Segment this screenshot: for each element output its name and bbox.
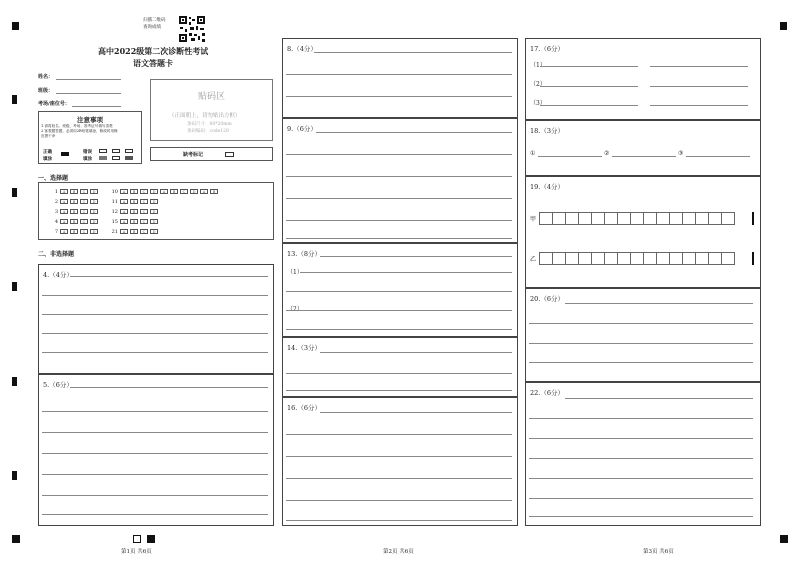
registration-mark bbox=[12, 282, 17, 291]
registration-mark bbox=[12, 188, 17, 197]
question-number: 17.（6分） bbox=[530, 45, 564, 53]
char-cell[interactable] bbox=[682, 252, 696, 265]
mc-option-bubble[interactable]: C bbox=[80, 199, 88, 204]
mc-question-number: 21 bbox=[111, 229, 118, 235]
sticker-note: （正面朝上，切勿贴出方框） bbox=[169, 113, 241, 119]
mc-row bbox=[49, 199, 100, 205]
mc-option-bubble[interactable]: D bbox=[90, 199, 98, 204]
name-field[interactable] bbox=[56, 79, 121, 80]
page-number: 第2页 共6页 bbox=[383, 549, 414, 555]
answer-line bbox=[529, 418, 753, 419]
char-cell[interactable] bbox=[708, 252, 722, 265]
page-number: 第1页 共6页 bbox=[121, 549, 152, 555]
mc-option-bubble[interactable]: A bbox=[60, 219, 68, 224]
mc-option-bubble[interactable]: D bbox=[90, 219, 98, 224]
mc-option-bubble[interactable]: B bbox=[70, 209, 78, 214]
mc-option-bubble[interactable]: B bbox=[130, 199, 138, 204]
answer-line bbox=[286, 220, 512, 221]
char-cell[interactable] bbox=[591, 212, 605, 225]
sub-question: （2） bbox=[530, 81, 546, 88]
question-number: 22.（6分） bbox=[530, 389, 564, 397]
page-number: 第3页 共6页 bbox=[643, 549, 674, 555]
mc-question-number: 2 bbox=[54, 199, 58, 205]
registration-mark bbox=[12, 377, 17, 386]
answer-line bbox=[540, 86, 638, 87]
question-number: 14.（3分） bbox=[287, 344, 321, 352]
char-cell[interactable] bbox=[539, 252, 553, 265]
answer-line bbox=[529, 478, 753, 479]
question-number: 4.（4分） bbox=[43, 271, 73, 279]
answer-line bbox=[565, 398, 753, 399]
question-number: 20.（6分） bbox=[530, 295, 564, 303]
correct-label: 正确 bbox=[43, 150, 52, 155]
mc-row bbox=[109, 229, 160, 235]
mc-option-bubble[interactable]: A bbox=[120, 199, 128, 204]
qr-code-icon bbox=[178, 15, 206, 43]
fill-label: 填涂 bbox=[43, 157, 52, 162]
answer-line bbox=[286, 238, 512, 239]
multiple-choice-box bbox=[38, 182, 274, 240]
seat-label: 考场/座位号： bbox=[38, 101, 70, 107]
mc-option-bubble[interactable]: A bbox=[60, 209, 68, 214]
answer-line bbox=[540, 105, 638, 106]
mc-option-bubble[interactable]: D bbox=[190, 189, 198, 194]
answer-box-q19[interactable] bbox=[525, 176, 761, 288]
mc-option-bubble[interactable]: C bbox=[140, 189, 148, 194]
mc-question-number: 11 bbox=[111, 199, 118, 205]
answer-box-q22[interactable] bbox=[525, 382, 761, 526]
class-label: 班级： bbox=[38, 88, 54, 94]
question-number: 18.（3分） bbox=[530, 127, 564, 135]
mc-option-bubble[interactable]: D bbox=[90, 209, 98, 214]
char-cell[interactable] bbox=[630, 212, 644, 225]
mc-option-bubble[interactable]: A bbox=[60, 199, 68, 204]
mc-question-number: 15 bbox=[111, 219, 118, 225]
notice-text: 皮擦干净 bbox=[41, 134, 56, 138]
registration-mark bbox=[147, 535, 155, 543]
char-cell[interactable] bbox=[669, 252, 683, 265]
answer-line bbox=[565, 303, 753, 304]
answer-line bbox=[314, 52, 512, 53]
wrong-label: 错误 bbox=[83, 150, 92, 155]
mc-question-number: 12 bbox=[111, 209, 118, 215]
mc-question-number: 4 bbox=[54, 219, 58, 225]
blank-marker: ③ bbox=[678, 150, 684, 157]
answer-line bbox=[538, 156, 602, 157]
registration-mark bbox=[12, 471, 17, 480]
mc-option-bubble[interactable]: A bbox=[60, 189, 68, 194]
answer-line bbox=[286, 434, 512, 435]
answer-box-q17[interactable] bbox=[525, 38, 761, 120]
answer-line bbox=[286, 310, 512, 311]
answer-line bbox=[300, 272, 512, 273]
grid-end-bar bbox=[752, 252, 754, 265]
answer-line bbox=[320, 412, 512, 413]
char-cell[interactable] bbox=[695, 212, 709, 225]
mc-option-bubble[interactable]: B bbox=[70, 189, 78, 194]
mc-option-bubble[interactable]: A bbox=[200, 189, 208, 194]
char-cell[interactable] bbox=[591, 252, 605, 265]
mc-option-bubble[interactable]: C bbox=[80, 209, 88, 214]
mc-option-bubble[interactable]: C bbox=[80, 229, 88, 234]
wrong-fill-example bbox=[112, 149, 120, 153]
answer-box-q18[interactable] bbox=[525, 120, 761, 176]
qr-label: 查询成绩 bbox=[143, 25, 161, 30]
mc-row bbox=[109, 189, 220, 195]
sub-question: （2） bbox=[287, 306, 303, 313]
name-label: 姓名： bbox=[38, 74, 54, 80]
mc-option-bubble[interactable]: A bbox=[120, 219, 128, 224]
mc-question-number: 3 bbox=[54, 209, 58, 215]
mc-option-bubble[interactable]: D bbox=[150, 189, 158, 194]
fill-label: 填涂 bbox=[83, 157, 92, 162]
char-cell[interactable] bbox=[669, 212, 683, 225]
wrong-fill-example bbox=[125, 156, 133, 160]
exam-subtitle: 语文答题卡 bbox=[133, 58, 173, 68]
mc-row bbox=[49, 229, 100, 235]
mc-option-bubble[interactable]: B bbox=[70, 229, 78, 234]
answer-box-q16[interactable] bbox=[282, 397, 518, 526]
sticker-title: 贴码区 bbox=[198, 92, 226, 102]
mc-option-bubble[interactable]: D bbox=[150, 199, 158, 204]
sub-question: （1） bbox=[530, 62, 546, 69]
char-cell[interactable] bbox=[565, 252, 579, 265]
absent-mark-box bbox=[150, 147, 273, 161]
answer-line bbox=[650, 86, 748, 87]
qr-label: 扫描二维码 bbox=[143, 18, 166, 23]
mc-option-bubble[interactable]: A bbox=[120, 229, 128, 234]
char-cell[interactable] bbox=[695, 252, 709, 265]
answer-line bbox=[42, 495, 268, 496]
sticker-size: 条码尺寸：60*20mm bbox=[187, 122, 232, 127]
answer-box-q4[interactable] bbox=[38, 264, 274, 374]
registration-mark bbox=[12, 22, 19, 30]
char-cell[interactable] bbox=[617, 252, 631, 265]
mc-option-bubble[interactable]: C bbox=[140, 219, 148, 224]
mc-option-bubble[interactable]: C bbox=[180, 189, 188, 194]
answer-line bbox=[286, 154, 512, 155]
answer-line bbox=[529, 362, 753, 363]
wrong-fill-example bbox=[125, 149, 133, 153]
char-cell[interactable] bbox=[617, 212, 631, 225]
mc-row bbox=[109, 209, 160, 215]
mc-option-bubble[interactable]: C bbox=[80, 189, 88, 194]
mc-option-bubble[interactable]: B bbox=[130, 209, 138, 214]
question-number: 9.（6分） bbox=[287, 125, 317, 133]
answer-line bbox=[529, 516, 753, 517]
mc-question-number: 1 bbox=[54, 189, 58, 195]
answer-line bbox=[286, 373, 512, 374]
notice-title: 注意事项 bbox=[77, 116, 103, 124]
mc-option-bubble[interactable]: A bbox=[160, 189, 168, 194]
answer-box-q9[interactable] bbox=[282, 118, 518, 243]
mc-option-bubble[interactable]: C bbox=[140, 229, 148, 234]
wrong-fill-example bbox=[99, 149, 107, 153]
question-number: 19.（4分） bbox=[530, 183, 564, 191]
answer-line bbox=[286, 74, 512, 75]
sticker-code: 条码编码：code128 bbox=[187, 129, 229, 134]
registration-mark bbox=[780, 535, 788, 543]
mc-option-bubble[interactable]: C bbox=[140, 209, 148, 214]
blank-marker: ② bbox=[604, 150, 610, 157]
correct-fill-example bbox=[61, 152, 69, 156]
notice-text: 1.请将姓名、班级、考场、准考证号填写清楚 bbox=[41, 124, 113, 128]
mc-option-bubble[interactable]: B bbox=[130, 229, 138, 234]
mc-row bbox=[109, 199, 160, 205]
answer-line bbox=[42, 474, 268, 475]
mc-option-bubble[interactable]: A bbox=[120, 189, 128, 194]
answer-line bbox=[286, 176, 512, 177]
answer-line bbox=[42, 453, 268, 454]
sub-question: （1） bbox=[287, 269, 303, 276]
mc-option-bubble[interactable]: C bbox=[80, 219, 88, 224]
registration-mark-hollow bbox=[133, 535, 141, 543]
answer-line bbox=[320, 352, 512, 353]
mc-option-bubble[interactable]: B bbox=[130, 189, 138, 194]
answer-box-q5[interactable] bbox=[38, 374, 274, 526]
char-grid-a[interactable] bbox=[539, 212, 734, 225]
notice-box bbox=[38, 111, 142, 164]
char-cell[interactable] bbox=[552, 212, 566, 225]
mc-option-bubble[interactable]: B bbox=[210, 189, 218, 194]
answer-box-q13[interactable] bbox=[282, 243, 518, 337]
mc-row bbox=[109, 219, 160, 225]
mc-option-bubble[interactable]: D bbox=[150, 229, 158, 234]
answer-line bbox=[286, 291, 512, 292]
answer-line bbox=[42, 333, 268, 334]
question-number: 16.（6分） bbox=[287, 404, 321, 412]
answer-line bbox=[286, 329, 512, 330]
answer-line bbox=[320, 256, 512, 257]
answer-line bbox=[529, 343, 753, 344]
exam-title: 高中2022级第二次诊断性考试 bbox=[98, 46, 209, 56]
absent-checkbox[interactable] bbox=[225, 152, 234, 157]
answer-line bbox=[42, 514, 268, 515]
char-cell[interactable] bbox=[643, 212, 657, 225]
answer-line bbox=[286, 96, 512, 97]
mc-option-bubble[interactable]: B bbox=[130, 219, 138, 224]
answer-line bbox=[612, 156, 676, 157]
question-number: 8.（4分） bbox=[287, 45, 317, 53]
wrong-fill-example bbox=[112, 156, 120, 160]
registration-mark bbox=[12, 95, 17, 104]
mc-row bbox=[49, 209, 100, 215]
mc-option-bubble[interactable]: D bbox=[90, 229, 98, 234]
answer-line bbox=[286, 390, 512, 391]
char-cell[interactable] bbox=[565, 212, 579, 225]
row-label: 甲 bbox=[530, 216, 537, 223]
char-cell[interactable] bbox=[578, 212, 592, 225]
answer-line bbox=[42, 314, 268, 315]
wrong-fill-example bbox=[99, 156, 107, 160]
mc-option-bubble[interactable]: D bbox=[150, 219, 158, 224]
answer-line bbox=[286, 478, 512, 479]
answer-line bbox=[42, 432, 268, 433]
char-cell[interactable] bbox=[656, 212, 670, 225]
registration-mark bbox=[12, 535, 20, 543]
answer-line bbox=[540, 66, 638, 67]
class-field[interactable] bbox=[56, 93, 121, 94]
row-label: 乙 bbox=[530, 256, 537, 263]
mc-option-bubble[interactable]: C bbox=[140, 199, 148, 204]
answer-line bbox=[286, 456, 512, 457]
blank-marker: ① bbox=[530, 150, 536, 157]
seat-field[interactable] bbox=[72, 106, 121, 107]
char-cell[interactable] bbox=[721, 252, 735, 265]
answer-box-q8[interactable] bbox=[282, 38, 518, 118]
char-cell[interactable] bbox=[682, 212, 696, 225]
section-title: 二、非选择题 bbox=[38, 251, 75, 258]
mc-option-bubble[interactable]: D bbox=[150, 209, 158, 214]
registration-mark bbox=[780, 22, 787, 30]
sub-question: （3） bbox=[530, 100, 546, 107]
char-cell[interactable] bbox=[708, 212, 722, 225]
barcode-sticker-area bbox=[150, 79, 273, 141]
answer-line bbox=[529, 458, 753, 459]
mc-option-bubble[interactable]: D bbox=[90, 189, 98, 194]
answer-line bbox=[42, 352, 268, 353]
answer-line bbox=[316, 132, 512, 133]
mc-option-bubble[interactable]: A bbox=[120, 209, 128, 214]
char-cell[interactable] bbox=[630, 252, 644, 265]
char-cell[interactable] bbox=[656, 252, 670, 265]
answer-box-q14[interactable] bbox=[282, 337, 518, 397]
question-number: 5.（6分） bbox=[43, 381, 73, 389]
char-cell[interactable] bbox=[643, 252, 657, 265]
mc-row bbox=[49, 219, 100, 225]
answer-line bbox=[286, 520, 512, 521]
answer-line bbox=[529, 498, 753, 499]
mc-option-bubble[interactable]: A bbox=[60, 229, 68, 234]
mc-row bbox=[49, 189, 100, 195]
question-number: 13.（8分） bbox=[287, 250, 321, 258]
answer-line bbox=[42, 295, 268, 296]
char-cell[interactable] bbox=[604, 252, 618, 265]
answer-line bbox=[650, 105, 748, 106]
mc-question-number: 10 bbox=[111, 189, 118, 195]
mc-question-number: 7 bbox=[54, 229, 58, 235]
char-cell[interactable] bbox=[721, 212, 735, 225]
char-cell[interactable] bbox=[578, 252, 592, 265]
mc-option-bubble[interactable]: B bbox=[70, 199, 78, 204]
answer-line bbox=[286, 198, 512, 199]
answer-line bbox=[70, 387, 268, 388]
grid-end-bar bbox=[752, 212, 754, 225]
char-cell[interactable] bbox=[539, 212, 553, 225]
absent-label: 缺考标记 bbox=[183, 152, 204, 158]
answer-line bbox=[529, 323, 753, 324]
answer-line bbox=[70, 276, 268, 277]
section-title: 一、选择题 bbox=[38, 175, 69, 182]
answer-line bbox=[286, 500, 512, 501]
answer-line bbox=[529, 438, 753, 439]
char-grid-b[interactable] bbox=[539, 252, 734, 265]
mc-option-bubble[interactable]: B bbox=[70, 219, 78, 224]
mc-option-bubble[interactable]: B bbox=[170, 189, 178, 194]
notice-text: 2.客观题答题，必须用2B铅笔填涂，修改时用橡 bbox=[41, 129, 118, 133]
char-cell[interactable] bbox=[552, 252, 566, 265]
answer-line bbox=[686, 156, 750, 157]
answer-line bbox=[42, 411, 268, 412]
char-cell[interactable] bbox=[604, 212, 618, 225]
answer-line bbox=[650, 66, 748, 67]
